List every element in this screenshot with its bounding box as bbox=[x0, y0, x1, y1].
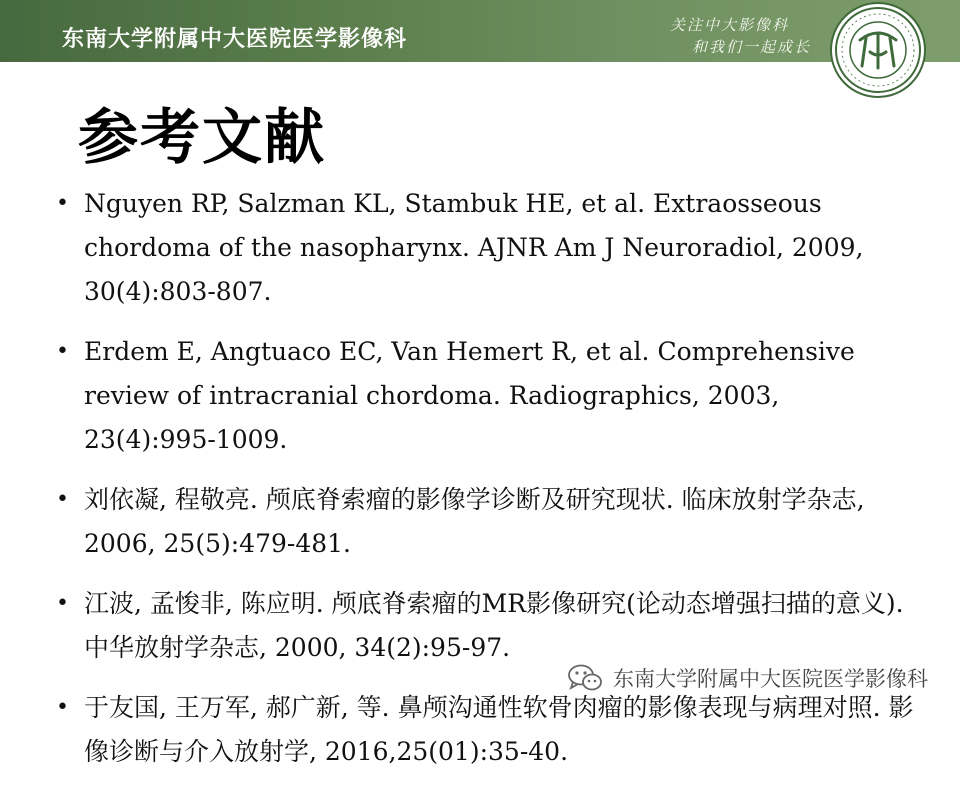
list-item bbox=[56, 478, 916, 566]
footer-watermark bbox=[567, 658, 928, 698]
reference-text: 江波, 孟悛非, 陈应明. 颅底脊索瘤的MR影像研究(论动态增强扫描的意义). 中华放射学杂志, 2000, 34(2):95-97. bbox=[84, 589, 904, 662]
bullet-marker: • bbox=[56, 695, 69, 720]
reference-list bbox=[56, 182, 916, 790]
slogan-line-1: 关注中大影像科 bbox=[670, 16, 790, 34]
bullet-marker: • bbox=[56, 191, 69, 216]
reference-text: Nguyen RP, Salzman KL, Stambuk HE, et al. Extraosseous chordoma of the nasopharynx. AJNR Am J Neuroradiol, 2009, 30(4):803-807. bbox=[84, 189, 864, 306]
reference-text: Erdem E, Angtuaco EC, Van Hemert R, et al. Comprehensive review of intracranial chordoma. Radiographics, 2003, 23(4):995-1009. bbox=[84, 337, 855, 454]
slogan-line-2: 和我们一起成长 bbox=[692, 38, 812, 56]
wechat-icon bbox=[567, 663, 603, 693]
list-item bbox=[56, 182, 916, 314]
reference-text: 于友国, 王万军, 郝广新, 等. 鼻颅沟通性软骨肉瘤的影像表现与病理对照. 影像诊断与介入放射学, 2016,25(01):35-40. bbox=[84, 693, 914, 766]
bullet-marker: • bbox=[56, 487, 69, 512]
reference-text: 刘依凝, 程敬亮. 颅底脊索瘤的影像学诊断及研究现状. 临床放射学杂志, 2006, 25(5):479-481. bbox=[84, 485, 865, 558]
hospital-logo bbox=[830, 2, 926, 98]
bullet-marker: • bbox=[56, 591, 69, 616]
organization-name: 东南大学附属中大医院医学影像科 bbox=[62, 27, 408, 52]
list-item bbox=[56, 330, 916, 462]
footer-text: 东南大学附属中大医院医学影像科 bbox=[613, 667, 928, 691]
bullet-marker: • bbox=[56, 339, 69, 364]
list-item bbox=[56, 582, 916, 670]
page-title: 参考文献 bbox=[78, 103, 326, 173]
hospital-seal-icon bbox=[832, 4, 924, 96]
header-banner bbox=[0, 0, 960, 62]
list-item bbox=[56, 686, 916, 774]
